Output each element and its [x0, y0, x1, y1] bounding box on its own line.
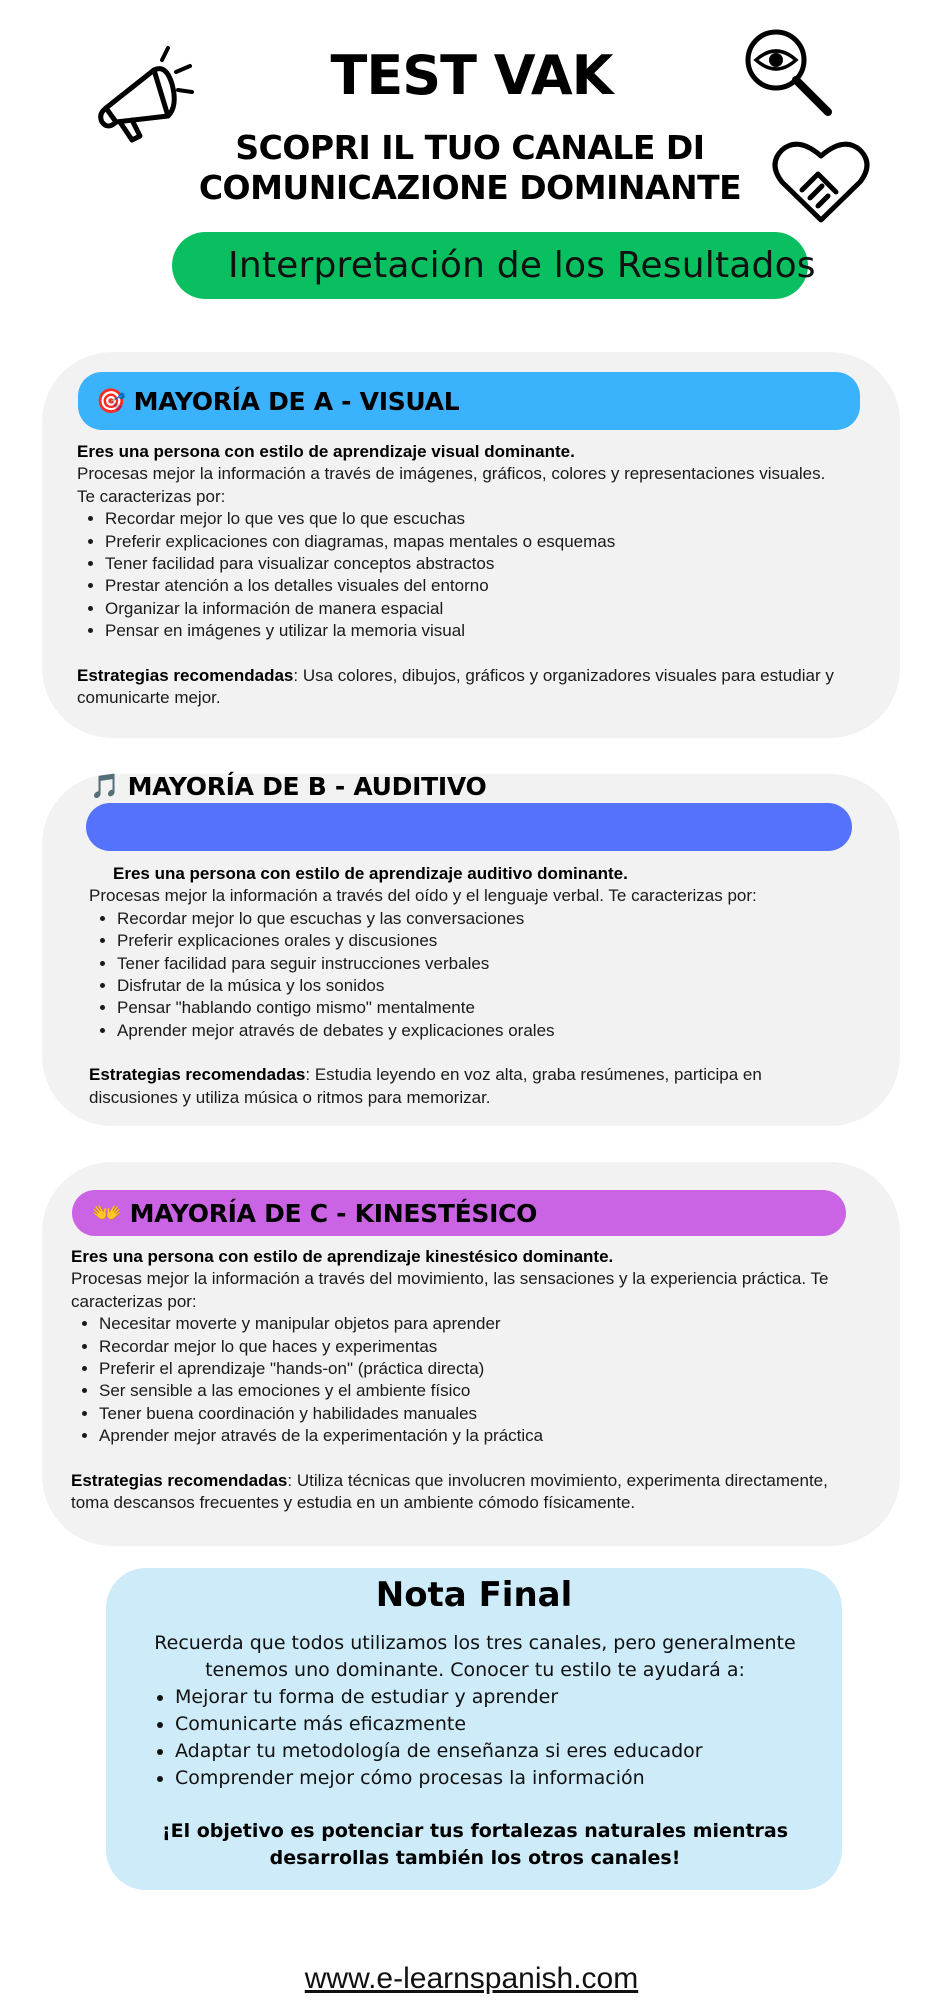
auditivo-body	[89, 863, 849, 1109]
list-item: • Disfrutar de la música y los sonidos	[117, 975, 849, 997]
visual-title: MAYORÍA DE A - VISUAL	[133, 386, 460, 416]
visual-heading	[96, 380, 459, 422]
list-item: • Tener buena coordinación y habilidades manuales	[99, 1403, 846, 1425]
list-item: • Preferir el aprendizaje "hands-on" (práctica directa)	[99, 1358, 846, 1380]
auditivo-band	[86, 803, 852, 851]
auditivo-strategy-text: : Estudia leyendo en voz alta, graba resúmenes, participa en discusiones y utiliza música o ritmos para memorizar.	[89, 1065, 762, 1107]
results-banner-label: Interpretación de los Resultados	[228, 245, 816, 286]
list-item: • Comunicarte más eficazmente	[175, 1711, 805, 1738]
kinestesico-strategy-text: : Utiliza técnicas que involucren movimiento, experimenta directamente, toma descansos frecuentes y estudia en un ambiente cómodo físicamente.	[71, 1470, 828, 1513]
list-item: • Recordar mejor lo que haces y experimentas	[99, 1336, 846, 1358]
list-item: • Adaptar tu metodología de enseñanza si eres educador	[175, 1738, 805, 1765]
subtitle-line-1: SCOPRI IL TUO CANALE DI	[235, 128, 705, 167]
kinestesico-list	[71, 1313, 846, 1447]
auditivo-intro-bold: Eres una persona con estilo de aprendizaje auditivo dominante.	[113, 864, 628, 883]
handshake-heart-icon	[772, 136, 870, 224]
final-note-goal: ¡El objetivo es potenciar tus fortalezas naturales mientras desarrollas también los otros canales!	[161, 1820, 789, 1869]
list-item: • Necesitar moverte y manipular objetos para aprender	[99, 1313, 846, 1335]
kinestesico-body	[71, 1246, 846, 1514]
auditivo-heading	[90, 766, 486, 806]
kinestesico-heading	[92, 1193, 537, 1233]
music-note-icon: 🎵	[90, 772, 120, 800]
list-item: • Preferir explicaciones orales y discusiones	[117, 930, 849, 952]
auditivo-list	[89, 908, 849, 1042]
final-note-title: Nota Final	[375, 1575, 573, 1615]
page-title: TEST VAK	[330, 44, 613, 107]
final-note-intro: Recuerda que todos utilizamos los tres canales, pero generalmente tenemos uno dominante. Conocer tu estilo te ayudará a:	[154, 1632, 796, 1681]
visual-strategy	[77, 665, 842, 710]
list-item: • Tener facilidad para seguir instrucciones verbales	[117, 953, 849, 975]
final-note-body	[145, 1630, 805, 1792]
footer-link[interactable]: www.e-learnspanish.com	[304, 1962, 639, 1995]
kinestesico-strategy-label: Estrategias recomendadas	[71, 1470, 288, 1490]
auditivo-intro: Procesas mejor la información a través del oído y el lenguaje verbal. Te caracterizas por:	[89, 886, 757, 906]
subtitle-line-2: COMUNICAZIONE DOMINANTE	[198, 168, 742, 207]
kinestesico-intro: Procesas mejor la información a través del movimiento, las sensaciones y la experiencia práctica. Te caracterizas por:	[71, 1269, 829, 1311]
visual-strategy-label: Estrategias recomendadas	[77, 665, 294, 685]
visual-list	[77, 508, 842, 642]
visual-intro-bold: Eres una persona con estilo de aprendizaje visual dominante.	[77, 442, 575, 461]
visual-body	[77, 441, 859, 709]
list-item: • Recordar mejor lo que ves que lo que escuchas	[105, 508, 842, 530]
list-item: • Preferir explicaciones con diagramas, mapas mentales o esquemas	[105, 531, 842, 553]
list-item: • Pensar en imágenes y utilizar la memoria visual	[105, 620, 842, 642]
final-note-list	[145, 1684, 805, 1792]
list-item: • Recordar mejor lo que escuchas y las conversaciones	[117, 908, 849, 930]
list-item: • Tener facilidad para visualizar conceptos abstractos	[105, 553, 842, 575]
list-item: • Pensar "hablando contigo mismo" mentalmente	[117, 997, 849, 1019]
visual-strategy-text: : Usa colores, dibujos, gráficos y organizadores visuales para estudiar y comunicarte mejor.	[77, 665, 834, 708]
open-hands-icon: 👐	[92, 1199, 122, 1227]
list-item: • Ser sensible a las emociones y el ambiente físico	[99, 1380, 846, 1402]
list-item: • Prestar atención a los detalles visuales del entorno	[105, 575, 842, 597]
list-item: • Mejorar tu forma de estudiar y aprender	[175, 1684, 805, 1711]
kinestesico-strategy	[71, 1470, 846, 1515]
list-item: • Aprender mejor através de debates y explicaciones orales	[117, 1020, 849, 1042]
auditivo-title: MAYORÍA DE B - AUDITIVO	[127, 771, 487, 801]
kinestesico-intro-bold: Eres una persona con estilo de aprendizaje kinestésico dominante.	[71, 1247, 614, 1266]
list-item: • Aprender mejor através de la experimentación y la práctica	[99, 1425, 846, 1447]
list-item: • Organizar la información de manera espacial	[105, 598, 842, 620]
target-icon: 🎯	[96, 387, 126, 415]
auditivo-strategy-label: Estrategias recomendadas	[89, 1065, 306, 1085]
auditivo-strategy	[89, 1064, 849, 1109]
visual-intro: Procesas mejor la información a través de imágenes, gráficos, colores y representaciones visuales. Te caracterizas por:	[77, 464, 859, 506]
page-subtitle	[170, 128, 770, 208]
kinestesico-title: MAYORÍA DE C - KINESTÉSICO	[129, 1198, 538, 1228]
list-item: • Comprender mejor cómo procesas la información	[175, 1765, 805, 1792]
